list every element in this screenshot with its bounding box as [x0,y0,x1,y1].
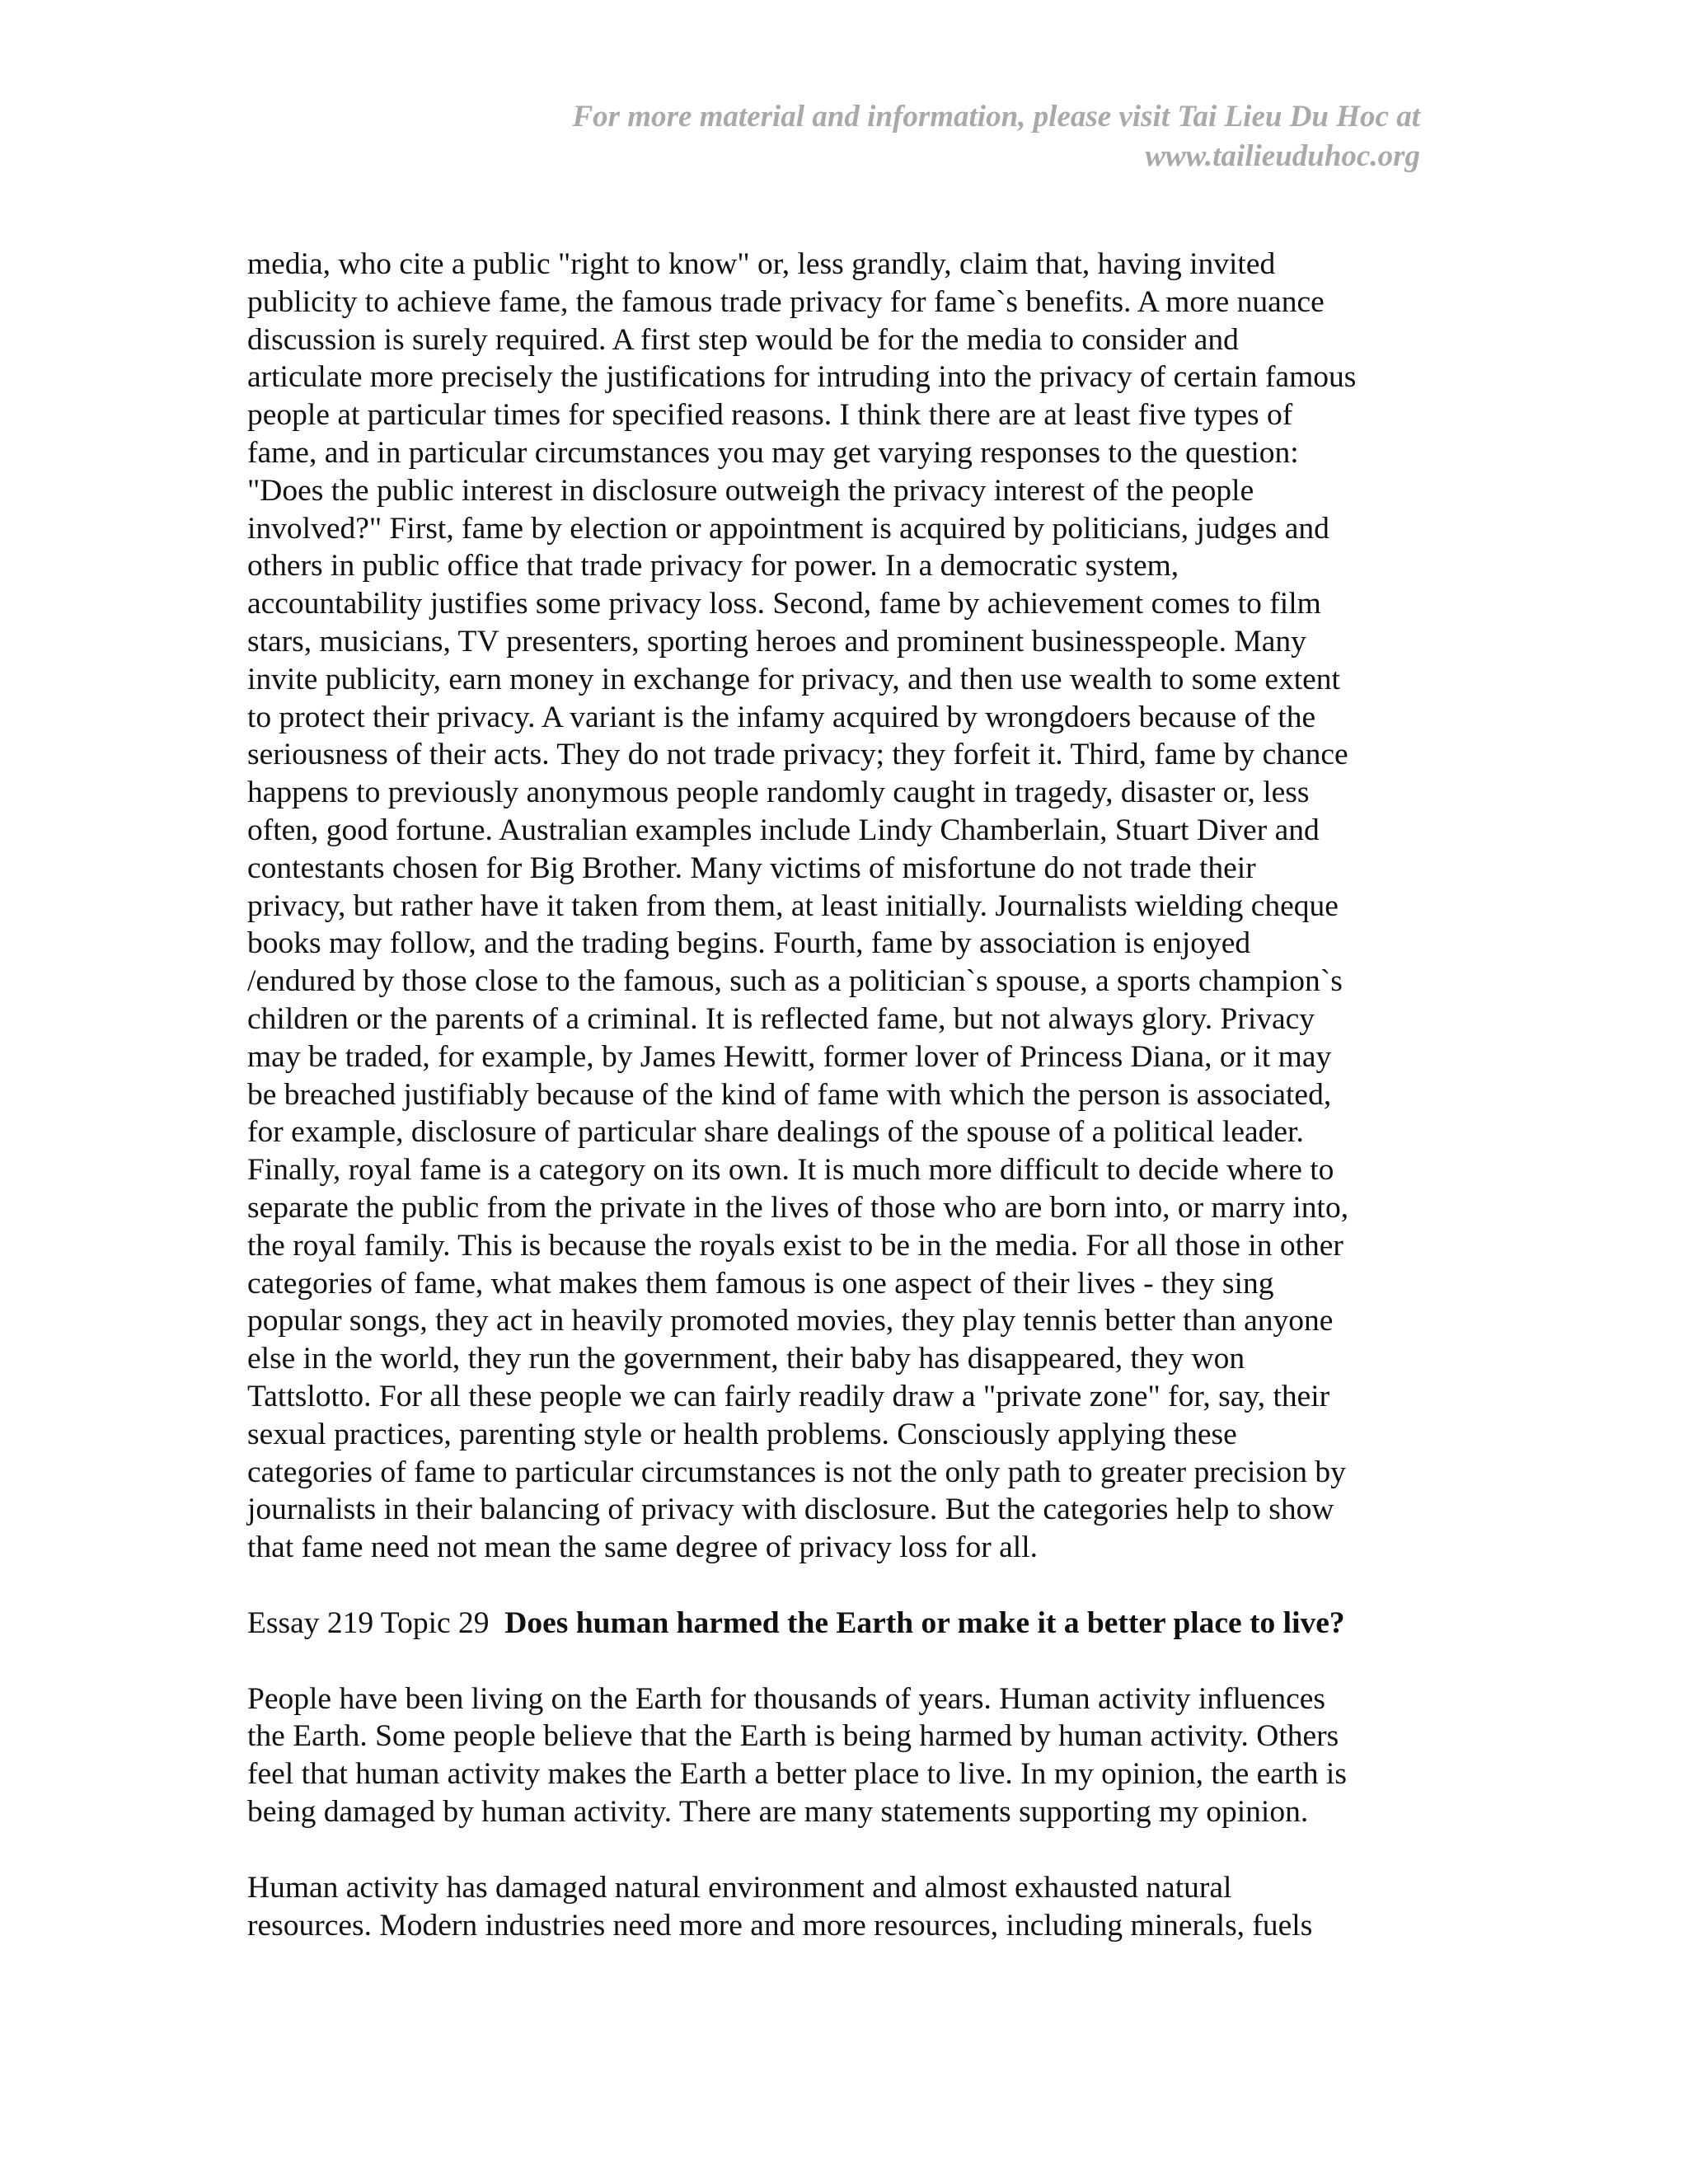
essay-title: Does human harmed the Earth or make it a better place to live? [504,1605,1345,1640]
document-body [247,246,1434,1944]
page-header [572,97,1420,176]
essay-label: Essay 219 Topic 29 [247,1605,490,1640]
body-paragraph-3: Human activity has damaged natural environment and almost exhausted natural resources. Modern industries need more and more resources, including minerals, fuels [247,1870,1313,1943]
essay-heading [247,1605,1434,1643]
body-paragraph-1: media, who cite a public "right to know" or, less grandly, claim that, having invited publicity to achieve fame, the famous trade privacy for fame`s benefits. A more nuance discussion is surely required. A first step would be for the media to consider and articulate more precisely the justifications for intruding into the privacy of certain famous people at particular times for specified reasons. I think there are at least five types of fame, and in particular circumstances you may get varying responses to the question: "Does the public interest in disclosure outweigh the privacy interest of the people involved?" First, fame by election or appointment is acquired by politicians, judges and others in public office that trade privacy for power. In a democratic system, accountability justifies some privacy loss. Second, fame by achievement comes to film stars, musicians, TV presenters, sporting heroes and prominent businesspeople. Many invite publicity, earn money in exchange for privacy, and then use wealth to some extent to protect their privacy. A variant is the infamy acquired by wrongdoers because of the seriousness of their acts. They do not trade privacy; they forfeit it. Third, fame by chance happens to previously anonymous people randomly caught in tragedy, disaster or, less often, good fortune. Australian examples include Lindy Chamberlain, Stuart Diver and contestants chosen for Big Brother. Many victims of misfortune do not trade their privacy, but rather have it taken from them, at least initially. Journalists wielding cheque books may follow, and the trading begins. Fourth, fame by association is enjoyed /endured by those close to the famous, such as a politician`s spouse, a sports champion`s children or the parents of a criminal. It is reflected fame, but not always glory. Privacy may be traded, for example, by James Hewitt, former lover of Princess Diana, or it may be breached justifiably because of the kind of fame with which the person is associated, for example, disclosure of particular share dealings of the spouse of a political leader. Finally, royal fame is a category on its own. It is much more difficult to decide where to separate the public from the private in the lives of those who are born into, or marry into, the royal family. This is because the royals exist to be in the media. For all those in other categories of fame, what makes them famous is one aspect of their lives - they sing popular songs, they act in heavily promoted movies, they play tennis better than anyone else in the world, they run the government, their baby has disappeared, they won Tattslotto. For all these people we can fairly readily draw a "private zone" for, say, their sexual practices, parenting style or health problems. Consciously applying these categories of fame to particular circumstances is not the only path to greater precision by journalists in their balancing of privacy with disclosure. But the categories help to show that fame need not mean the same degree of privacy loss for all. [247,247,1357,1565]
header-line-1: For more material and information, please visit Tai Lieu Du Hoc at [572,100,1420,134]
header-line-2: www.tailieuduhoc.org [1145,139,1420,173]
body-paragraph-2: People have been living on the Earth for thousands of years. Human activity influences the Earth. Some people believe that the Earth is being harmed by human activity. Others feel that human activity makes the Earth a better place to live. In my opinion, the earth is being damaged by human activity. There are many statements supporting my opinion. [247,1681,1347,1830]
